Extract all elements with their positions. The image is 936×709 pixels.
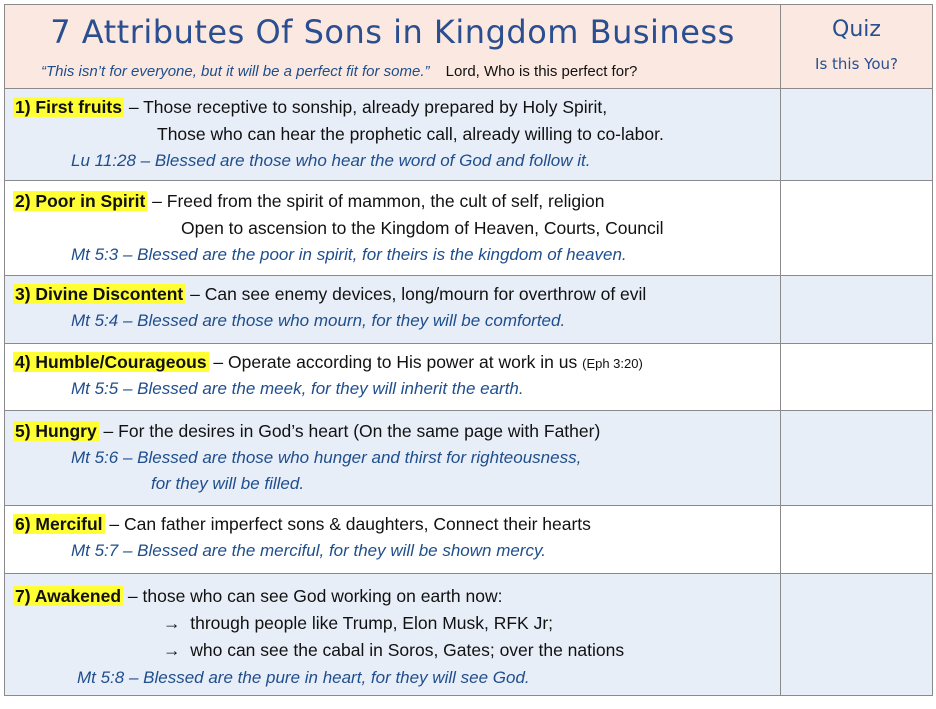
attribute-1-label: 1) First fruits [15, 97, 122, 117]
attribute-7-line3 [163, 640, 624, 661]
attribute-row-4 [5, 344, 933, 411]
attribute-cell-4 [5, 344, 781, 411]
quiz-subtitle: Is this You? [815, 55, 898, 73]
attribute-7-text: those who can see God working on earth now: [142, 586, 503, 606]
attribute-7-line3-text: who can see the cabal in Soros, Gates; over the nations [190, 640, 625, 660]
attribute-5-line1 [13, 421, 600, 442]
arrow-right-icon: → [163, 613, 181, 633]
attribute-7-line1 [13, 586, 502, 607]
attribute-cell-5 [5, 411, 781, 506]
attribute-row-7 [5, 574, 933, 696]
attribute-2-label: 2) Poor in Spirit [15, 191, 146, 211]
header-question: Lord, Who is this perfect for? [445, 63, 638, 80]
attribute-4-verse: Mt 5:5 – Blessed are the meek, for they will inherit the earth. [71, 379, 524, 398]
attribute-cell-7 [5, 574, 781, 696]
attribute-4-line1 [13, 352, 643, 373]
attribute-6-text: Can father imperfect sons & daughters, Connect their hearts [124, 514, 591, 534]
attribute-2-text: Freed from the spirit of mammon, the cult of self, religion [166, 191, 605, 211]
attribute-row-6 [5, 506, 933, 574]
attribute-cell-2 [5, 181, 781, 276]
attribute-cell-3 [5, 276, 781, 344]
attribute-6-verse: Mt 5:7 – Blessed are the merciful, for they will be shown mercy. [71, 541, 546, 560]
attribute-6-dash: – [104, 514, 124, 534]
attribute-1-verse: Lu 11:28 – Blessed are those who hear the word of God and follow it. [71, 151, 591, 170]
attribute-4-ref: (Eph 3:20) [582, 356, 643, 371]
quiz-cell-3[interactable] [781, 276, 933, 344]
attribute-cell-1 [5, 89, 781, 181]
quiz-title: Quiz [832, 17, 881, 42]
attribute-3-line1 [13, 284, 646, 305]
attribute-4-dash: – [208, 352, 229, 372]
attributes-table [4, 4, 933, 696]
attribute-5-dash: – [98, 421, 119, 441]
header-quote: “This isn’t for everyone, but it will be a perfect fit for some.” [41, 63, 430, 80]
attribute-7-verse: Mt 5:8 – Blessed are the pure in heart, for they will see God. [77, 668, 530, 687]
quiz-cell-7[interactable] [781, 574, 933, 696]
attribute-6-line1 [13, 514, 591, 535]
attribute-4-text: Operate according to His power at work in us [228, 352, 578, 372]
attribute-3-dash: – [185, 284, 205, 304]
arrow-right-icon: → [163, 640, 181, 660]
attribute-2-dash: – [147, 191, 167, 211]
header-main-cell [5, 5, 781, 89]
attribute-4-label: 4) Humble/Courageous [15, 352, 207, 372]
quiz-cell-4[interactable] [781, 344, 933, 411]
attribute-row-5 [5, 411, 933, 506]
attribute-5-label: 5) Hungry [15, 421, 97, 441]
attribute-5-text: For the desires in God’s heart (On the same page with Father) [118, 421, 601, 441]
attribute-1-dash: – [123, 97, 144, 117]
attribute-3-verse: Mt 5:4 – Blessed are those who mourn, for they will be comforted. [71, 311, 566, 330]
attribute-1-line1 [13, 97, 607, 118]
attribute-7-line2 [163, 613, 553, 634]
quiz-cell-6[interactable] [781, 506, 933, 574]
attribute-7-dash: – [123, 586, 143, 606]
attribute-7-label: 7) Awakened [15, 586, 122, 606]
page-title: 7 Attributes Of Sons in Kingdom Business [50, 13, 735, 51]
header-subline [41, 63, 637, 80]
attribute-7-line2-text: through people like Trump, Elon Musk, RFK Jr; [190, 613, 554, 633]
quiz-cell-2[interactable] [781, 181, 933, 276]
attribute-2-line1 [13, 191, 604, 212]
attribute-2-line2: Open to ascension to the Kingdom of Heaven, Courts, Council [181, 218, 664, 238]
attribute-1-text: Those receptive to sonship, already prepared by Holy Spirit, [143, 97, 608, 117]
attribute-2-verse: Mt 5:3 – Blessed are the poor in spirit, for theirs is the kingdom of heaven. [71, 245, 627, 264]
attribute-row-3 [5, 276, 933, 344]
attribute-row-2 [5, 181, 933, 276]
quiz-cell-1[interactable] [781, 89, 933, 181]
attribute-row-1 [5, 89, 933, 181]
attribute-cell-6 [5, 506, 781, 574]
attribute-3-label: 3) Divine Discontent [15, 284, 184, 304]
quiz-cell-5[interactable] [781, 411, 933, 506]
attribute-5-verse: Mt 5:6 – Blessed are those who hunger and thirst for righteousness, [71, 448, 582, 467]
attribute-5-verse-cont: for they will be filled. [151, 474, 305, 493]
attribute-3-text: Can see enemy devices, long/mourn for overthrow of evil [204, 284, 647, 304]
attribute-1-line2: Those who can hear the prophetic call, already willing to co-labor. [157, 124, 664, 144]
attribute-6-label: 6) Merciful [15, 514, 103, 534]
quiz-header-cell [781, 5, 933, 89]
header-row [5, 5, 933, 89]
